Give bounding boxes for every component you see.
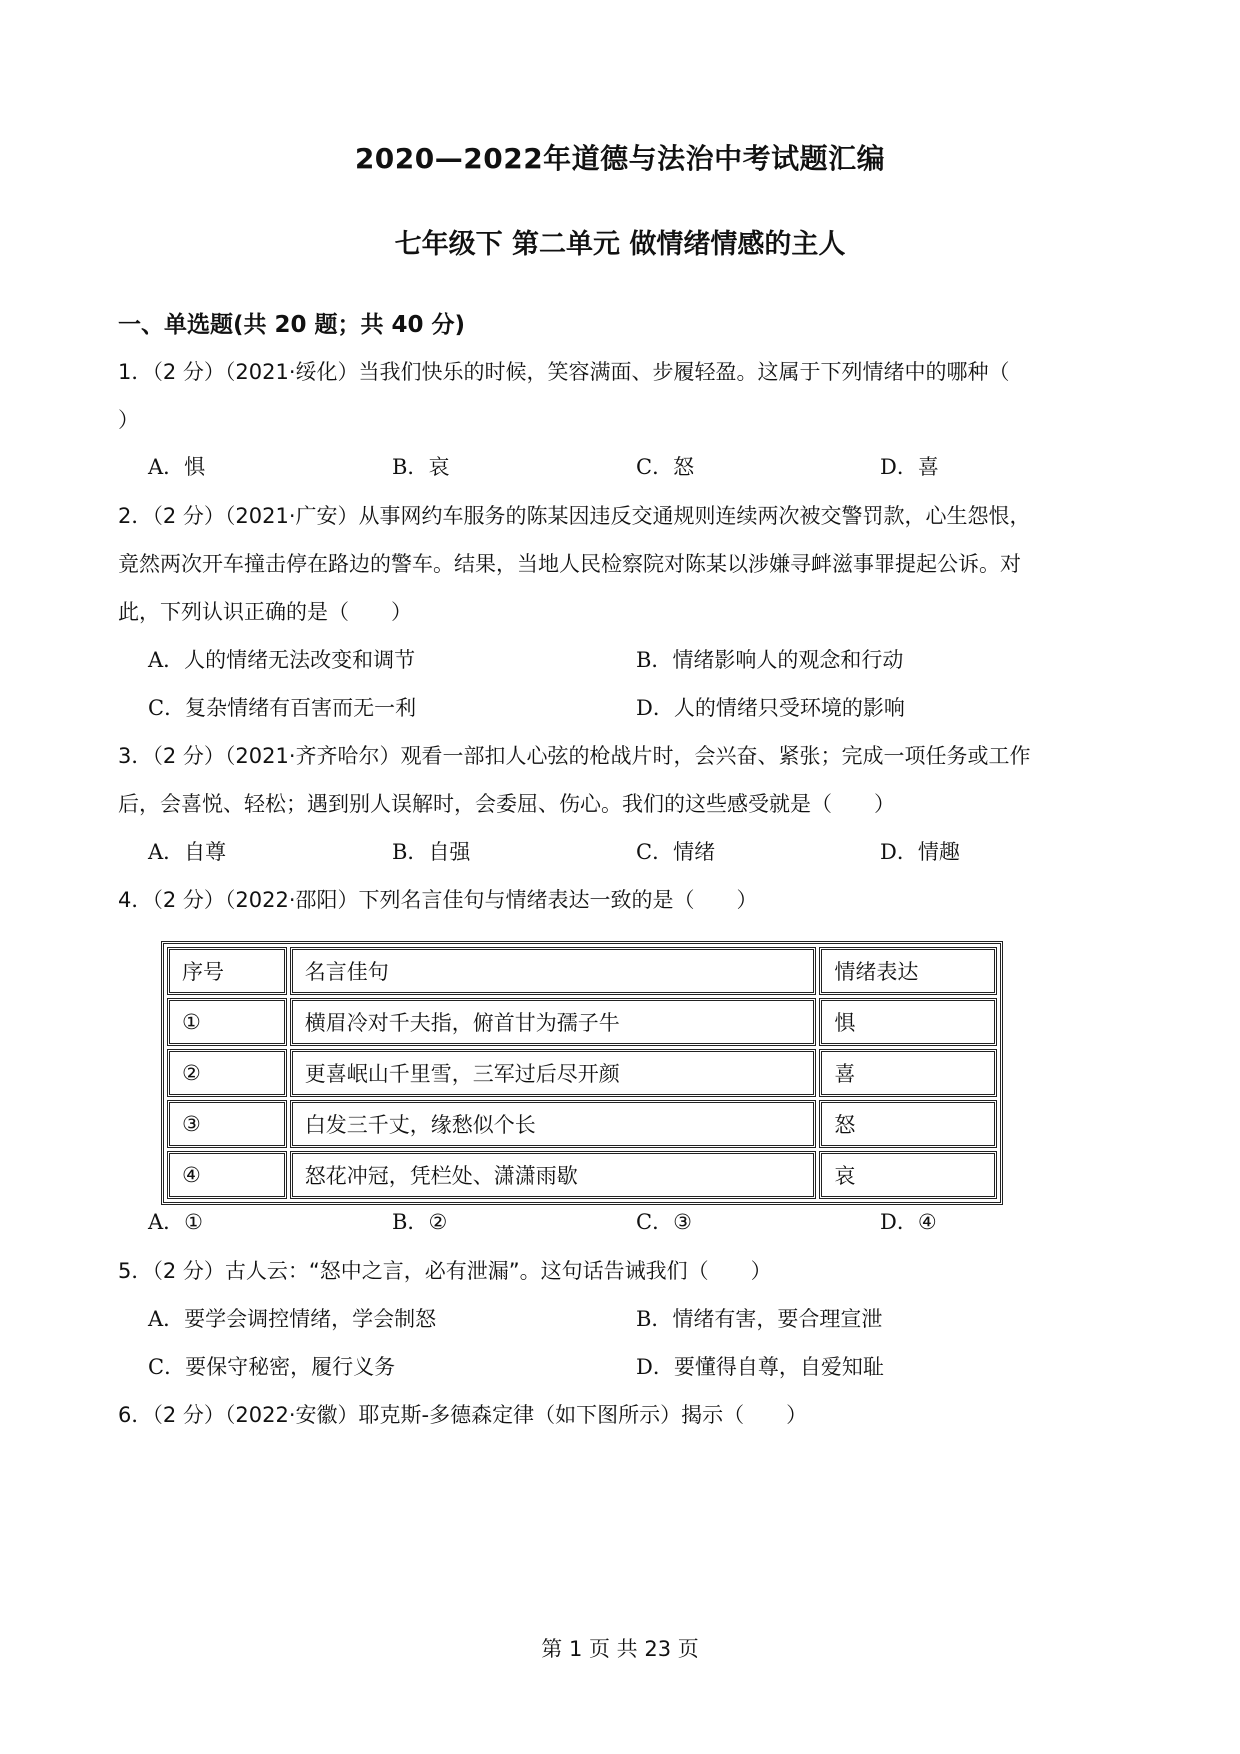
option-c: C．情绪	[636, 840, 716, 864]
question-stem-line: 3．（2 分）（2021·齐齐哈尔）观看一部扣人心弦的枪战片时，会兴奋、紧张；完成一项任务或工作	[118, 744, 1031, 768]
question-stem-line: 此，下列认识正确的是（ ）	[118, 600, 412, 624]
table-cell: 白发三千丈，缘愁似个长	[290, 1100, 817, 1148]
option-d: D．喜	[880, 455, 939, 479]
table-header-row	[167, 947, 997, 995]
table-header-cell: 情绪表达	[819, 947, 997, 995]
question-stem-line: 6．（2 分）（2022·安徽）耶克斯-多德森定律（如下图所示）揭示（ ）	[118, 1403, 808, 1427]
option-c: C．怒	[636, 455, 695, 479]
question-stem-line: 后，会喜悦、轻松；遇到别人误解时，会委屈、伤心。我们的这些感受就是（ ）	[118, 792, 895, 816]
option-b: B．情绪有害，要合理宣泄	[636, 1307, 883, 1331]
option-a: A．①	[148, 1210, 203, 1234]
quote-emotion-table	[161, 941, 1003, 1205]
page-footer: 第 1 页 共 23 页	[541, 1637, 699, 1661]
question-stem-line: 竟然两次开车撞击停在路边的警车。结果，当地人民检察院对陈某以涉嫌寻衅滋事罪提起公诉。对	[118, 552, 1021, 576]
question-stem-line: 4．（2 分）（2022·邵阳）下列名言佳句与情绪表达一致的是（ ）	[118, 888, 758, 912]
option-d: D．④	[880, 1210, 937, 1234]
option-c: C．复杂情绪有百害而无一利	[148, 696, 417, 720]
option-b: B．情绪影响人的观念和行动	[636, 648, 904, 672]
table-row	[167, 1151, 997, 1199]
option-a: A．要学会调控情绪，学会制怒	[148, 1307, 437, 1331]
option-d: D．人的情绪只受环境的影响	[636, 696, 905, 720]
table-cell: ②	[167, 1049, 287, 1097]
table-cell: 更喜岷山千里雪，三军过后尽开颜	[290, 1049, 817, 1097]
option-a: A．人的情绪无法改变和调节	[148, 648, 416, 672]
document-subtitle: 七年级下 第二单元 做情绪情感的主人	[394, 229, 846, 260]
table-cell: ④	[167, 1151, 287, 1199]
option-b: B．哀	[392, 455, 450, 479]
table-cell: 怒	[819, 1100, 997, 1148]
table-cell: 怒花冲冠，凭栏处、潇潇雨歇	[290, 1151, 817, 1199]
table-cell: ③	[167, 1100, 287, 1148]
table-header-cell: 名言佳句	[290, 947, 817, 995]
table-cell: ①	[167, 998, 287, 1046]
option-c: C．③	[636, 1210, 692, 1234]
table-cell: 横眉冷对千夫指，俯首甘为孺子牛	[290, 998, 817, 1046]
table-cell: 惧	[819, 998, 997, 1046]
table-row	[167, 998, 997, 1046]
option-c: C．要保守秘密，履行义务	[148, 1355, 396, 1379]
option-d: D．要懂得自尊，自爱知耻	[636, 1355, 884, 1379]
section-heading: 一、单选题(共 20 题；共 40 分)	[118, 312, 466, 338]
option-b: B．②	[392, 1210, 448, 1234]
table-cell: 喜	[819, 1049, 997, 1097]
document-title: 2020—2022年道德与法治中考试题汇编	[354, 142, 886, 175]
option-a: A．惧	[148, 455, 206, 479]
table-row	[167, 1049, 997, 1097]
table-cell: 哀	[819, 1151, 997, 1199]
question-stem-line: 2．（2 分）（2021·广安）从事网约车服务的陈某因违反交通规则连续两次被交警罚款，心生怨恨，	[118, 504, 1031, 528]
question-stem-line: 1．（2 分）（2021·绥化）当我们快乐的时候，笑容满面、步履轻盈。这属于下列情绪中的哪种（	[118, 360, 1010, 384]
option-d: D．情趣	[880, 840, 960, 864]
question-stem-line: ）	[118, 408, 139, 432]
option-a: A．自尊	[148, 840, 227, 864]
table-row	[167, 1100, 997, 1148]
option-b: B．自强	[392, 840, 471, 864]
question-stem-line: 5．（2 分）古人云：“怒中之言，必有泄漏”。这句话告诫我们（ ）	[118, 1259, 772, 1283]
table-header-cell: 序号	[167, 947, 287, 995]
